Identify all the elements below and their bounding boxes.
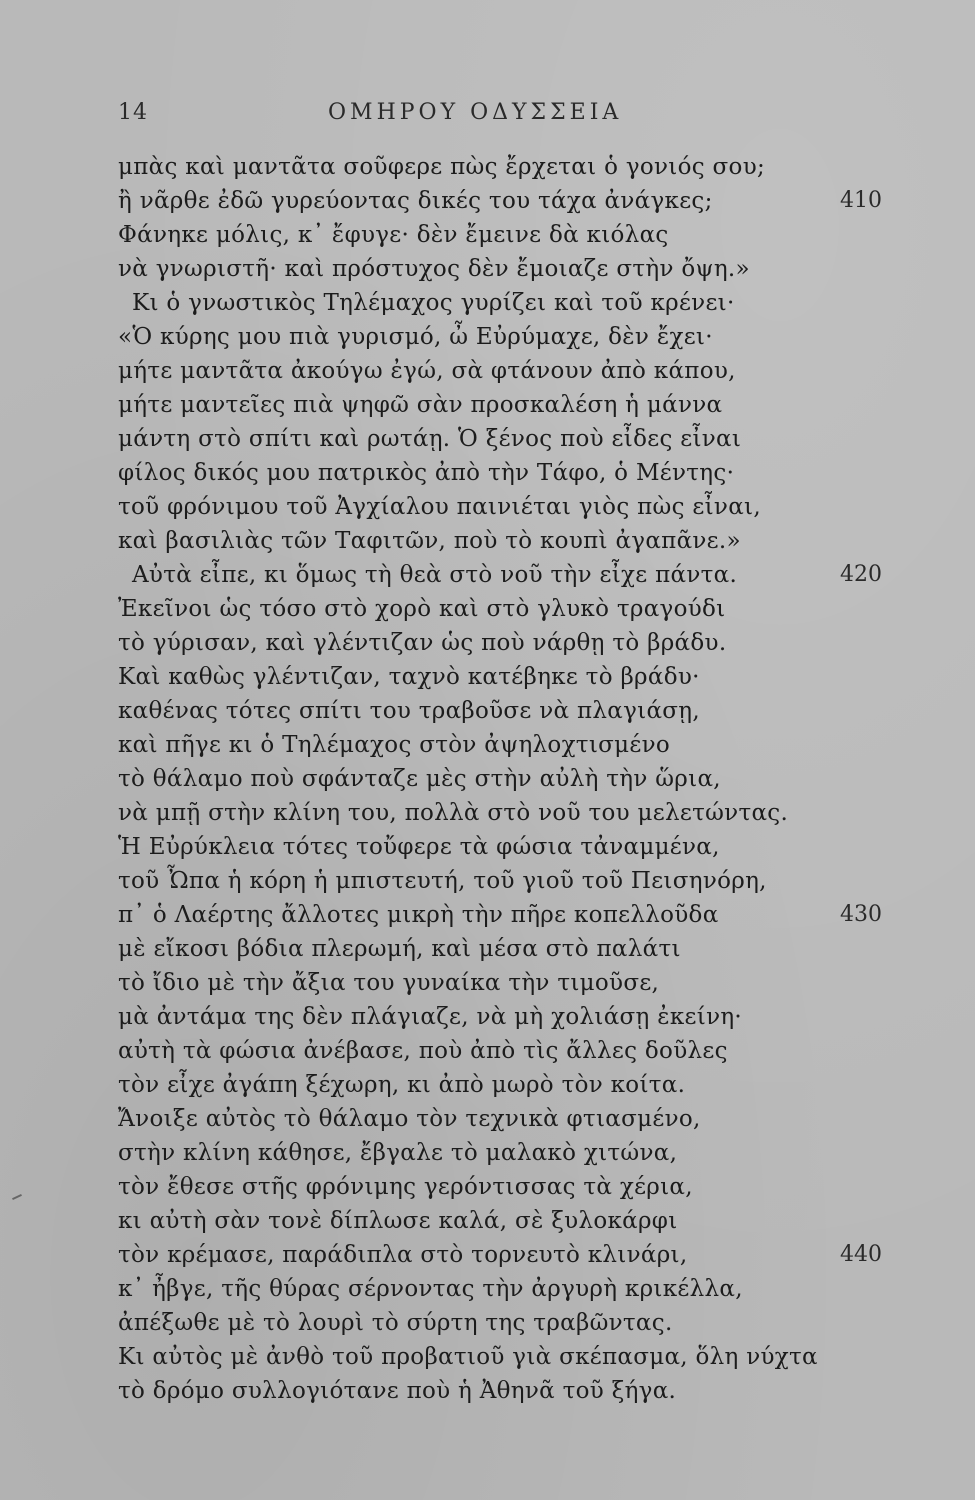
verse-line: Ἡ Εὐρύκλεια τότες τοὔφερε τὰ φώσια τἀναμμένα, [118, 834, 720, 860]
verse-line: μπὰς καὶ μαντᾶτα σοῦφερε πὼς ἔρχεται ὁ γονιός σου; [118, 154, 766, 180]
verse-line: μὰ ἀντάμα της δὲν πλάγιαζε, νὰ μὴ χολιάσῃ ἐκείνη· [118, 1004, 743, 1030]
verse-line: Ἄνοιξε αὐτὸς τὸ θάλαμο τὸν τεχνικὰ φτιασμένο, [118, 1106, 701, 1132]
verse-line: φίλος δικός μου πατρικὸς ἀπὸ τὴν Τάφο, ὁ Μέντης· [118, 460, 735, 486]
verse-line: Καὶ καθὼς γλέντιζαν, ταχνὸ κατέβηκε τὸ βράδυ· [118, 664, 700, 690]
verse-line: Αὐτὰ εἶπε, κι ὅμως τὴ θεὰ στὸ νοῦ τὴν εἶχε πάντα. [132, 562, 738, 588]
verse-line: τὸ δρόμο συλλογιότανε ποὺ ἡ Ἀθηνᾶ τοῦ ξήγα. [118, 1378, 677, 1404]
verse-line: ἢ νᾶρθε ἐδῶ γυρεύοντας δικές του τάχα ἀνάγκες; [118, 188, 713, 214]
verse-line: Ἐκεῖνοι ὡς τόσο στὸ χορὸ καὶ στὸ γλυκὸ τραγούδι [118, 596, 726, 622]
page-number: 14 [118, 100, 148, 125]
verse-line: κι αὐτὴ σὰν τονὲ δίπλωσε καλά, σὲ ξυλοκάρφι [118, 1208, 678, 1234]
running-title: ΟΜΗΡΟΥ ΟΔΥΣΣΕΙΑ [328, 100, 623, 125]
verse-line: μάντη στὸ σπίτι καὶ ρωτάῃ. Ὁ ξένος ποὺ εἶδες εἶναι [118, 426, 742, 452]
verse-line: τὸ ἴδιο μὲ τὴν ἄξια του γυναίκα τὴν τιμοῦσε, [118, 970, 660, 996]
verse-line: νὰ μπῇ στὴν κλίνη του, πολλὰ στὸ νοῦ του μελετώντας. [118, 800, 789, 826]
verse-line: τοῦ Ὦπα ἡ κόρη ἡ μπιστευτή, τοῦ γιοῦ τοῦ Πεισηνόρη, [118, 868, 767, 894]
verse-line: κ᾽ ἦβγε, τῆς θύρας σέρνοντας τὴν ἀργυρὴ κρικέλλα, [118, 1276, 743, 1302]
line-number-440: 440 [840, 1242, 882, 1267]
verse-line: καθένας τότες σπίτι του τραβοῦσε νὰ πλαγιάσῃ, [118, 698, 700, 724]
verse-line: στὴν κλίνη κάθησε, ἔβγαλε τὸ μαλακὸ χιτώνα, [118, 1140, 678, 1166]
verse-line: τὸν ἔθεσε στῆς φρόνιμης γερόντισσας τὰ χέρια, [118, 1174, 693, 1200]
verse-line: π᾽ ὁ Λαέρτης ἄλλοτες μικρὴ τὴν πῆρε κοπελλοῦδα [118, 902, 719, 928]
line-number-420: 420 [840, 562, 882, 587]
verse-line: καὶ βασιλιὰς τῶν Ταφιτῶν, ποὺ τὸ κουπὶ ἀγαπᾶνε.» [118, 528, 741, 554]
verse-line: μὲ εἴκοσι βόδια πλερωμή, καὶ μέσα στὸ παλάτι [118, 936, 681, 962]
verse-line: τὸν εἶχε ἀγάπη ξέχωρη, κι ἀπὸ μωρὸ τὸν κοίτα. [118, 1072, 686, 1098]
verse-line: Κι ὁ γνωστικὸς Τηλέμαχος γυρίζει καὶ τοῦ κρένει· [132, 290, 735, 316]
verse-line: μήτε μαντεῖες πιὰ ψηφῶ σὰν προσκαλέση ἡ μάννα [118, 392, 723, 418]
margin-mark [12, 1194, 22, 1200]
verse-line: μήτε μαντᾶτα ἀκούγω ἐγώ, σὰ φτάνουν ἀπὸ κάπου, [118, 358, 736, 384]
line-number-410: 410 [840, 188, 882, 213]
verse-line: τὸν κρέμασε, παράδιπλα στὸ τορνευτὸ κλινάρι, [118, 1242, 688, 1268]
verse-line: νὰ γνωριστῆ· καὶ πρόστυχος δὲν ἔμοιαζε στὴν ὄψη.» [118, 256, 750, 282]
verse-line: Φάνηκε μόλις, κ᾽ ἔφυγε· δὲν ἔμεινε δὰ κιόλας [118, 222, 669, 248]
verse-line: Κι αὐτὸς μὲ ἀνθὸ τοῦ προβατιοῦ γιὰ σκέπασμα, ὅλη νύχτα [118, 1344, 818, 1370]
verse-line: αὐτὴ τὰ φώσια ἀνέβασε, ποὺ ἀπὸ τὶς ἄλλες δοῦλες [118, 1038, 728, 1064]
verse-line: τὸ γύρισαν, καὶ γλέντιζαν ὡς ποὺ νάρθῃ τὸ βράδυ. [118, 630, 727, 656]
verse-line: «Ὁ κύρης μου πιὰ γυρισμό, ὦ Εὐρύμαχε, δὲν ἔχει· [118, 324, 713, 350]
verse-line: καὶ πῆγε κι ὁ Τηλέμαχος στὸν ἀψηλοχτισμένο [118, 732, 671, 758]
page-header [118, 100, 858, 134]
line-number-430: 430 [840, 902, 882, 927]
verse-line: τοῦ φρόνιμου τοῦ Ἀγχίαλου παινιέται γιὸς πὼς εἶναι, [118, 494, 761, 520]
verse-line: τὸ θάλαμο ποὺ σφάνταζε μὲς στὴν αὐλὴ τὴν ὥρια, [118, 766, 721, 792]
verse-line: ἀπέξωθε μὲ τὸ λουρὶ τὸ σύρτη της τραβῶντας. [118, 1310, 673, 1336]
